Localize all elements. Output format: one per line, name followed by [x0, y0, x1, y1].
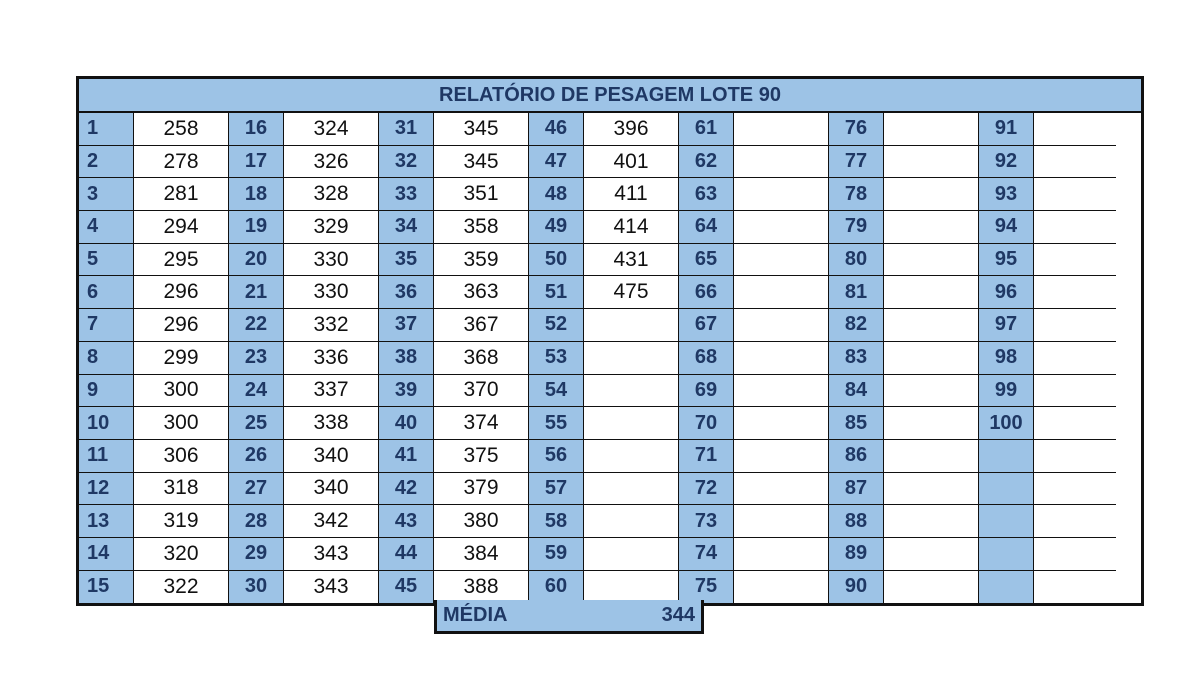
weight-value-cell	[734, 276, 829, 309]
weight-value-cell	[1034, 538, 1116, 571]
weight-value-cell: 324	[284, 113, 379, 146]
weight-value-cell: 332	[284, 309, 379, 342]
animal-number-cell: 29	[229, 538, 284, 571]
weight-value-cell: 258	[134, 113, 229, 146]
animal-number-cell: 86	[829, 440, 884, 473]
weight-value-cell	[584, 571, 679, 604]
animal-number-cell: 37	[379, 309, 434, 342]
weight-value-cell	[1034, 178, 1116, 211]
animal-number-cell: 21	[229, 276, 284, 309]
average-label: MÉDIA	[443, 604, 508, 626]
weight-value-cell	[884, 342, 979, 375]
weight-value-cell: 296	[134, 309, 229, 342]
weight-value-cell	[884, 375, 979, 408]
weight-value-cell	[584, 473, 679, 506]
weight-value-cell	[584, 342, 679, 375]
animal-number-cell: 13	[79, 505, 134, 538]
weight-value-cell: 342	[284, 505, 379, 538]
animal-number-cell: 16	[229, 113, 284, 146]
weight-value-cell	[734, 440, 829, 473]
weight-value-cell: 338	[284, 407, 379, 440]
weight-value-cell: 401	[584, 146, 679, 179]
animal-number-cell: 5	[79, 244, 134, 277]
animal-number-cell: 80	[829, 244, 884, 277]
animal-number-cell: 27	[229, 473, 284, 506]
weight-value-cell: 368	[434, 342, 529, 375]
weight-value-cell	[734, 473, 829, 506]
weight-value-cell	[884, 276, 979, 309]
animal-number-cell: 2	[79, 146, 134, 179]
weight-value-cell	[1034, 375, 1116, 408]
weight-value-cell	[734, 342, 829, 375]
animal-number-cell: 1	[79, 113, 134, 146]
weighing-report-table	[76, 76, 1144, 606]
animal-number-cell: 53	[529, 342, 584, 375]
weight-value-cell	[734, 211, 829, 244]
animal-number-cell: 99	[979, 375, 1034, 408]
animal-number-cell	[979, 538, 1034, 571]
average-row	[434, 600, 704, 634]
animal-number-cell: 40	[379, 407, 434, 440]
weight-value-cell: 384	[434, 538, 529, 571]
weight-value-cell	[884, 146, 979, 179]
weight-value-cell	[734, 244, 829, 277]
animal-number-cell: 45	[379, 571, 434, 604]
animal-number-cell: 93	[979, 178, 1034, 211]
weight-value-cell	[734, 113, 829, 146]
animal-number-cell: 87	[829, 473, 884, 506]
weight-value-cell: 345	[434, 146, 529, 179]
animal-number-cell: 79	[829, 211, 884, 244]
weight-value-cell	[584, 440, 679, 473]
animal-number-cell: 55	[529, 407, 584, 440]
animal-number-cell: 15	[79, 571, 134, 604]
animal-number-cell	[979, 505, 1034, 538]
weight-value-cell: 388	[434, 571, 529, 604]
weight-value-cell	[884, 113, 979, 146]
animal-number-cell: 83	[829, 342, 884, 375]
weight-value-cell: 374	[434, 407, 529, 440]
animal-number-cell: 73	[679, 505, 734, 538]
animal-number-cell: 17	[229, 146, 284, 179]
animal-number-cell: 32	[379, 146, 434, 179]
animal-number-cell: 95	[979, 244, 1034, 277]
animal-number-cell	[979, 571, 1034, 604]
animal-number-cell: 97	[979, 309, 1034, 342]
weight-value-cell	[884, 473, 979, 506]
weight-value-cell	[884, 244, 979, 277]
weight-value-cell: 299	[134, 342, 229, 375]
weight-value-cell	[584, 538, 679, 571]
animal-number-cell	[979, 473, 1034, 506]
animal-number-cell: 25	[229, 407, 284, 440]
weight-value-cell: 396	[584, 113, 679, 146]
weight-value-cell	[884, 178, 979, 211]
animal-number-cell: 69	[679, 375, 734, 408]
weight-value-cell: 358	[434, 211, 529, 244]
weight-value-cell	[1034, 211, 1116, 244]
animal-number-cell: 41	[379, 440, 434, 473]
animal-number-cell: 60	[529, 571, 584, 604]
weight-value-cell: 306	[134, 440, 229, 473]
animal-number-cell: 98	[979, 342, 1034, 375]
animal-number-cell: 43	[379, 505, 434, 538]
animal-number-cell: 78	[829, 178, 884, 211]
weight-value-cell	[734, 375, 829, 408]
weight-value-cell: 375	[434, 440, 529, 473]
animal-number-cell: 85	[829, 407, 884, 440]
animal-number-cell: 22	[229, 309, 284, 342]
animal-number-cell: 30	[229, 571, 284, 604]
animal-number-cell: 3	[79, 178, 134, 211]
animal-number-cell: 88	[829, 505, 884, 538]
animal-number-cell: 56	[529, 440, 584, 473]
weight-value-cell: 475	[584, 276, 679, 309]
weight-value-cell	[884, 538, 979, 571]
weight-value-cell	[734, 505, 829, 538]
weight-value-cell: 340	[284, 473, 379, 506]
weight-value-cell	[884, 211, 979, 244]
weight-value-cell	[584, 375, 679, 408]
weight-value-cell	[734, 146, 829, 179]
weight-value-cell	[1034, 407, 1116, 440]
animal-number-cell: 33	[379, 178, 434, 211]
animal-number-cell: 63	[679, 178, 734, 211]
weight-value-cell	[734, 538, 829, 571]
animal-number-cell: 92	[979, 146, 1034, 179]
weight-value-cell: 351	[434, 178, 529, 211]
weight-value-cell: 318	[134, 473, 229, 506]
weight-value-cell	[1034, 342, 1116, 375]
weight-value-cell	[584, 505, 679, 538]
animal-number-cell: 74	[679, 538, 734, 571]
animal-number-cell: 100	[979, 407, 1034, 440]
animal-number-cell: 35	[379, 244, 434, 277]
weight-value-cell	[1034, 440, 1116, 473]
animal-number-cell: 14	[79, 538, 134, 571]
weight-value-cell: 343	[284, 538, 379, 571]
weight-value-cell: 363	[434, 276, 529, 309]
animal-number-cell: 9	[79, 375, 134, 408]
animal-number-cell: 26	[229, 440, 284, 473]
animal-number-cell: 10	[79, 407, 134, 440]
weight-value-cell	[1034, 113, 1116, 146]
weight-value-cell: 343	[284, 571, 379, 604]
weight-value-cell	[1034, 309, 1116, 342]
animal-number-cell: 48	[529, 178, 584, 211]
animal-number-cell: 96	[979, 276, 1034, 309]
weight-value-cell: 329	[284, 211, 379, 244]
weight-value-cell: 294	[134, 211, 229, 244]
weight-value-cell: 330	[284, 276, 379, 309]
animal-number-cell: 18	[229, 178, 284, 211]
animal-number-cell: 91	[979, 113, 1034, 146]
animal-number-cell: 12	[79, 473, 134, 506]
animal-number-cell: 20	[229, 244, 284, 277]
weight-value-cell: 330	[284, 244, 379, 277]
weight-value-cell: 278	[134, 146, 229, 179]
animal-number-cell: 71	[679, 440, 734, 473]
weight-value-cell: 414	[584, 211, 679, 244]
animal-number-cell: 61	[679, 113, 734, 146]
weight-value-cell	[734, 571, 829, 604]
weight-value-cell	[1034, 505, 1116, 538]
weight-value-cell: 319	[134, 505, 229, 538]
animal-number-cell: 82	[829, 309, 884, 342]
weight-value-cell: 300	[134, 407, 229, 440]
animal-number-cell: 38	[379, 342, 434, 375]
animal-number-cell: 58	[529, 505, 584, 538]
weight-value-cell	[584, 309, 679, 342]
weight-value-cell	[584, 407, 679, 440]
weights-grid	[79, 113, 1141, 603]
animal-number-cell: 49	[529, 211, 584, 244]
animal-number-cell: 54	[529, 375, 584, 408]
weight-value-cell	[884, 309, 979, 342]
animal-number-cell: 57	[529, 473, 584, 506]
weight-value-cell: 336	[284, 342, 379, 375]
weight-value-cell	[884, 407, 979, 440]
animal-number-cell: 47	[529, 146, 584, 179]
animal-number-cell: 75	[679, 571, 734, 604]
weight-value-cell	[1034, 473, 1116, 506]
weight-value-cell: 328	[284, 178, 379, 211]
animal-number-cell: 72	[679, 473, 734, 506]
animal-number-cell: 94	[979, 211, 1034, 244]
animal-number-cell: 8	[79, 342, 134, 375]
weight-value-cell: 370	[434, 375, 529, 408]
animal-number-cell: 50	[529, 244, 584, 277]
weight-value-cell: 281	[134, 178, 229, 211]
animal-number-cell: 90	[829, 571, 884, 604]
animal-number-cell: 52	[529, 309, 584, 342]
animal-number-cell: 31	[379, 113, 434, 146]
animal-number-cell: 36	[379, 276, 434, 309]
weight-value-cell: 411	[584, 178, 679, 211]
weight-value-cell	[734, 309, 829, 342]
animal-number-cell: 4	[79, 211, 134, 244]
weight-value-cell: 322	[134, 571, 229, 604]
weight-value-cell	[734, 407, 829, 440]
animal-number-cell: 70	[679, 407, 734, 440]
weight-value-cell	[884, 440, 979, 473]
animal-number-cell: 23	[229, 342, 284, 375]
animal-number-cell: 68	[679, 342, 734, 375]
animal-number-cell: 19	[229, 211, 284, 244]
weight-value-cell	[884, 571, 979, 604]
animal-number-cell: 11	[79, 440, 134, 473]
animal-number-cell: 39	[379, 375, 434, 408]
animal-number-cell: 59	[529, 538, 584, 571]
weight-value-cell: 337	[284, 375, 379, 408]
average-value: 344	[661, 604, 695, 626]
animal-number-cell: 66	[679, 276, 734, 309]
animal-number-cell: 46	[529, 113, 584, 146]
animal-number-cell: 89	[829, 538, 884, 571]
animal-number-cell: 62	[679, 146, 734, 179]
animal-number-cell: 64	[679, 211, 734, 244]
weight-value-cell	[1034, 276, 1116, 309]
weight-value-cell	[1034, 244, 1116, 277]
animal-number-cell: 81	[829, 276, 884, 309]
weight-value-cell: 345	[434, 113, 529, 146]
animal-number-cell: 6	[79, 276, 134, 309]
weight-value-cell	[884, 505, 979, 538]
weight-value-cell	[734, 178, 829, 211]
weight-value-cell: 359	[434, 244, 529, 277]
weight-value-cell: 326	[284, 146, 379, 179]
weight-value-cell	[1034, 146, 1116, 179]
animal-number-cell: 51	[529, 276, 584, 309]
animal-number-cell: 65	[679, 244, 734, 277]
animal-number-cell: 42	[379, 473, 434, 506]
weight-value-cell	[1034, 571, 1116, 604]
animal-number-cell: 67	[679, 309, 734, 342]
weight-value-cell: 431	[584, 244, 679, 277]
animal-number-cell: 44	[379, 538, 434, 571]
animal-number-cell: 34	[379, 211, 434, 244]
weight-value-cell: 300	[134, 375, 229, 408]
weight-value-cell: 295	[134, 244, 229, 277]
animal-number-cell: 76	[829, 113, 884, 146]
report-title: RELATÓRIO DE PESAGEM LOTE 90	[79, 79, 1141, 113]
animal-number-cell	[979, 440, 1034, 473]
animal-number-cell: 84	[829, 375, 884, 408]
animal-number-cell: 77	[829, 146, 884, 179]
weight-value-cell: 367	[434, 309, 529, 342]
weight-value-cell: 340	[284, 440, 379, 473]
weight-value-cell: 296	[134, 276, 229, 309]
animal-number-cell: 28	[229, 505, 284, 538]
animal-number-cell: 7	[79, 309, 134, 342]
weight-value-cell: 379	[434, 473, 529, 506]
animal-number-cell: 24	[229, 375, 284, 408]
weight-value-cell: 380	[434, 505, 529, 538]
weight-value-cell: 320	[134, 538, 229, 571]
